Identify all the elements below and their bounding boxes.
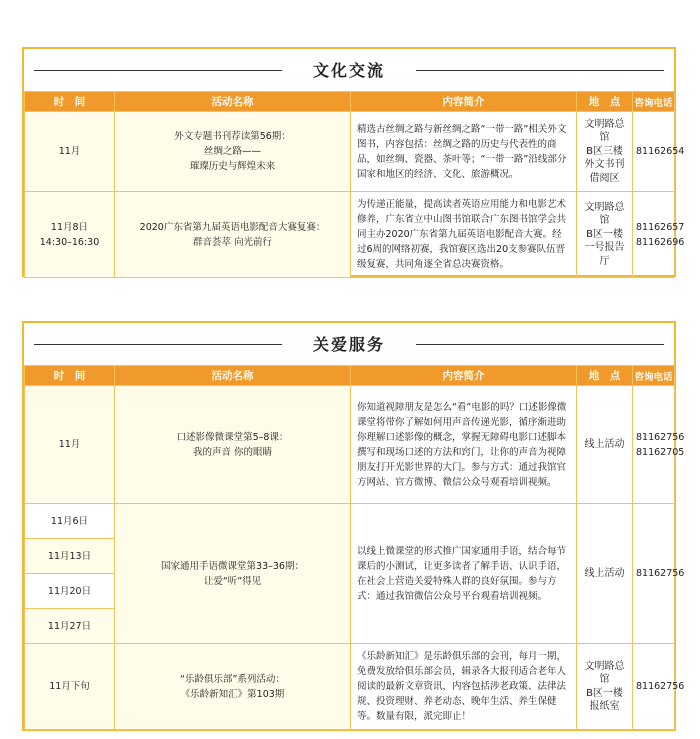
event-time: 11月	[25, 112, 115, 192]
event-time: 11月27日	[25, 609, 115, 644]
event-time: 11月13日	[25, 539, 115, 574]
event-phone: 81162654	[633, 112, 675, 192]
header-time: 时 间	[25, 92, 115, 112]
event-phone: 81162657 81162696	[633, 192, 675, 278]
section-title-row	[24, 323, 674, 365]
table-row	[25, 386, 675, 504]
header-location: 地 点	[577, 366, 633, 386]
title-rule-right	[416, 70, 664, 71]
events-table	[24, 365, 685, 730]
table-row	[25, 112, 675, 192]
event-name: 2020广东省第九届英语电影配音大赛复赛： 群音荟萃 向光前行	[115, 192, 351, 278]
event-location: 文明路总馆 B区一楼 一号报告厅	[577, 192, 633, 278]
event-time: 11月8日 14:30–16:30	[25, 192, 115, 278]
event-time: 11月下旬	[25, 644, 115, 730]
events-table	[24, 91, 685, 278]
event-phone: 81162756	[633, 504, 675, 644]
event-description: 以线上微课堂的形式推广国家通用手语，结合每节课后的小测试，让更多读者了解手语、认识手语，在社会上营造关爱特殊人群的良好氛围。参与方式：通过我馆微信公众号平台观看培训视频。	[351, 504, 577, 644]
event-location: 线上活动	[577, 504, 633, 644]
event-name-line: 璀璨历史与辉煌未来	[189, 161, 276, 172]
event-time: 11月6日	[25, 504, 115, 539]
event-name: “乐龄俱乐部”系列活动： 《乐龄新知汇》第103期	[115, 644, 351, 730]
header-phone: 咨询电话	[633, 366, 675, 386]
header-description: 内容简介	[351, 92, 577, 112]
event-location: 文明路总馆 B区三楼 外文书刊 借阅区	[577, 112, 633, 192]
event-description: 《乐龄新知汇》是乐龄俱乐部的会刊，每月一期，免费发放给俱乐部会员，辑录各大报刊适合老年人阅读的最新文章资讯，内容包括涉老政策、法律法规、投资理财、养老动态、晚年生活、养生保健等。数量有限，派完即止！	[351, 644, 577, 730]
event-phone: 81162756 81162705	[633, 386, 675, 504]
table-header-row	[25, 366, 675, 386]
section-title: 文化交流	[312, 61, 385, 80]
table-header-row	[25, 92, 675, 112]
table-row	[25, 504, 675, 539]
event-name	[115, 112, 351, 192]
event-name: 国家通用手语微课堂第33–36期： 让爱“听”得见	[115, 504, 351, 644]
event-location: 文明路总馆 B区一楼 报纸室	[577, 644, 633, 730]
event-name-line: 外文专题书刊荐读第56期：	[174, 131, 291, 142]
section-cultural-exchange	[22, 47, 685, 277]
title-rule-right	[416, 344, 664, 345]
table-row	[25, 192, 675, 278]
header-activity-name: 活动名称	[115, 366, 351, 386]
section-care-services	[22, 321, 685, 731]
header-phone: 咨询电话	[633, 92, 675, 112]
event-description: 你知道视障朋友是怎么“看”电影的吗？口述影像微课堂将带你了解如何用声音传递光影，循序渐进助你理解口述影像的概念，掌握无障碍电影口述脚本撰写和现场口述的方法和窍门，让你的声音为视障朋友打开光影世界的大门。参与方式：通过我馆官方网站、官方微博、微信公众号观看培训视频。	[351, 386, 577, 504]
event-name: 口述影像微课堂第5–8课： 我的声音 你的眼睛	[115, 386, 351, 504]
header-location: 地 点	[577, 92, 633, 112]
section-title: 关爱服务	[312, 335, 385, 354]
event-phone: 81162756	[633, 644, 675, 730]
table-row	[25, 644, 675, 730]
header-time: 时 间	[25, 366, 115, 386]
event-name-line: 丝绸之路——	[203, 146, 261, 157]
header-description: 内容简介	[351, 366, 577, 386]
event-time: 11月20日	[25, 574, 115, 609]
event-time: 11月	[25, 386, 115, 504]
event-location: 线上活动	[577, 386, 633, 504]
section-title-row	[24, 49, 674, 91]
event-description: 精选古丝绸之路与新丝绸之路“一带一路”相关外文图书，内容包括：丝绸之路的历史与代表性的商品，如丝绸、瓷器、茶叶等；“一带一路”沿线部分国家和地区的经济、文化、旅游概况。	[351, 112, 577, 192]
event-description: 为传递正能量，提高读者英语应用能力和电影艺术修养，广东省立中山图书馆联合广东图书馆学会共同主办2020广东省第九届英语电影配音大赛。经过6周的网络初赛，我馆赛区选出20支参赛队伍晋级复赛，共同角逐全省总决赛资格。	[351, 192, 577, 278]
header-activity-name: 活动名称	[115, 92, 351, 112]
